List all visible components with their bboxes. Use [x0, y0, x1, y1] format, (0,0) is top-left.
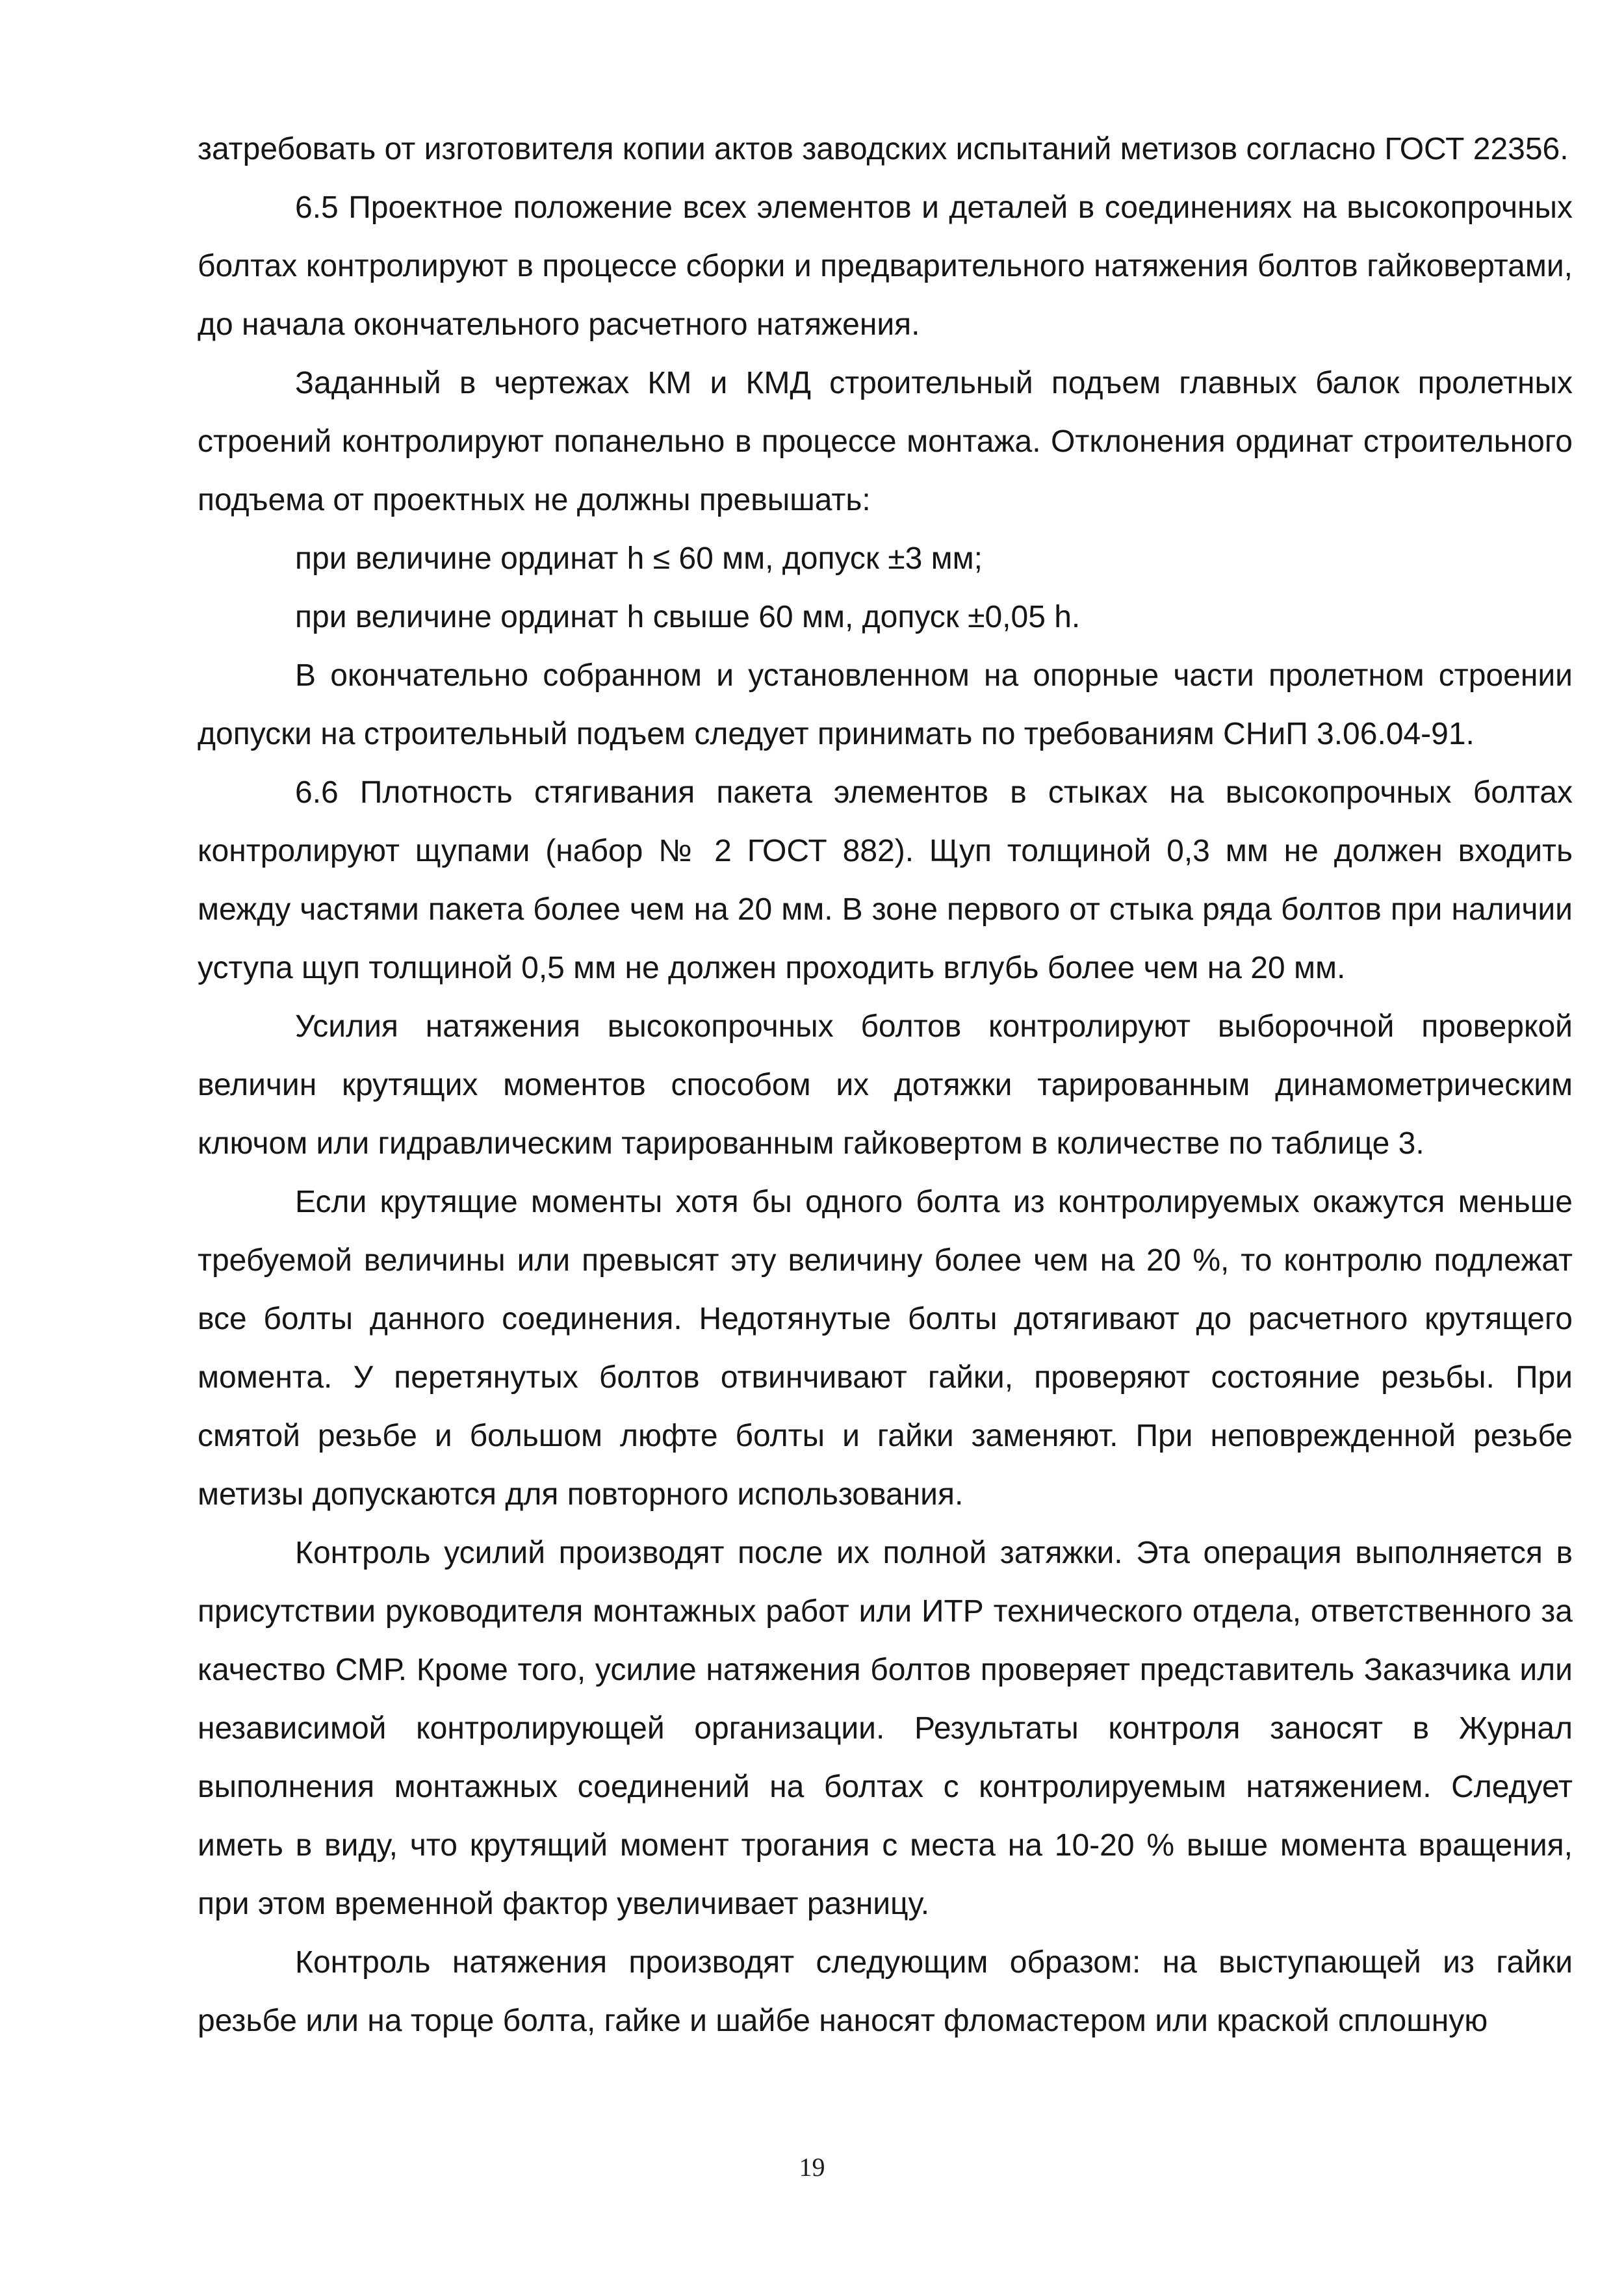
tolerance-line-2: при величине ординат h свыше 60 мм, допуск ±0,05 h. — [295, 600, 1081, 634]
paragraph-torque-deviation: Если крутящие моменты хотя бы одного болта из контролируемых окажутся меньше требуемой величины или превысят эту величину более чем на 20 %, то контролю подлежат все болты данного соединения. Недотянутые болты дотягивают до расчетного крутящего момента. У перетянутых болтов отвинчивают гайки, проверяют состояние резьбы. При смятой резьбе и большом люфте болты и гайки заменяют. При неповрежденной резьбе метизы допускаются для повторного использования. — [198, 1185, 1573, 1512]
paragraph-tension-control: Усилия натяжения высокопрочных болтов контролируют выборочной проверкой величин крутящих моментов способом их дотяжки тарированным динамометрическим ключом или гидравлическим тарированным гайковертом в количестве по таблице 3. — [198, 1009, 1573, 1161]
paragraph-camber-control: Заданный в чертежах КМ и КМД строительный подъем главных балок пролетных строений контролируют попанельно в процессе монтажа. Отклонения ординат строительного подъема от проектных не должны превышать: — [198, 366, 1573, 517]
page-number: 19 — [799, 2153, 825, 2182]
paragraph-6-6: 6.6 Плотность стягивания пакета элементов в стыках на высокопрочных болтах контролируют щупами (набор № 2 ГОСТ 882). Щуп толщиной 0,3 мм не должен входить между частями пакета более чем на 20 мм. В зоне первого от стыка ряда болтов при наличии уступа щуп толщиной 0,5 мм не должен проходить вглубь более чем на 20 мм. — [198, 775, 1573, 985]
paragraph-gost-22356: затребовать от изготовителя копии актов заводских испытаний метизов согласно ГОСТ 22356. — [198, 132, 1569, 166]
page-body — [198, 120, 1573, 2050]
paragraph-6-5: 6.5 Проектное положение всех элементов и деталей в соединениях на высокопрочных болтах контролируют в процессе сборки и предварительного натяжения болтов гайковертами, до начала окончательного расчетного натяжения. — [198, 190, 1573, 342]
paragraph-force-control: Контроль усилий производят после их полной затяжки. Эта операция выполняется в присутствии руководителя монтажных работ или ИТР технического отдела, ответственного за качество СМР. Кроме того, усилие натяжения болтов проверяет представитель Заказчика или независимой контролирующей организации. Результаты контроля заносят в Журнал выполнения монтажных соединений на болтах с контролируемым натяжением. Следует иметь в виду, что крутящий момент трогания с места на 10-20 % выше момента вращения, при этом временной фактор увеличивает разницу. — [198, 1536, 1573, 1921]
paragraph-tension-marking: Контроль натяжения производят следующим образом: на выступающей из гайки резьбе или на торце болта, гайке и шайбе наносят фломастером или краской сплошную — [198, 1945, 1573, 2038]
paragraph-snip-tolerances: В окончательно собранном и установленном на опорные части пролетном строении допуски на строительный подъем следует принимать по требованиям СНиП 3.06.04-91. — [198, 658, 1573, 751]
tolerance-line-1: при величине ординат h ≤ 60 мм, допуск ±3 мм; — [295, 541, 983, 576]
